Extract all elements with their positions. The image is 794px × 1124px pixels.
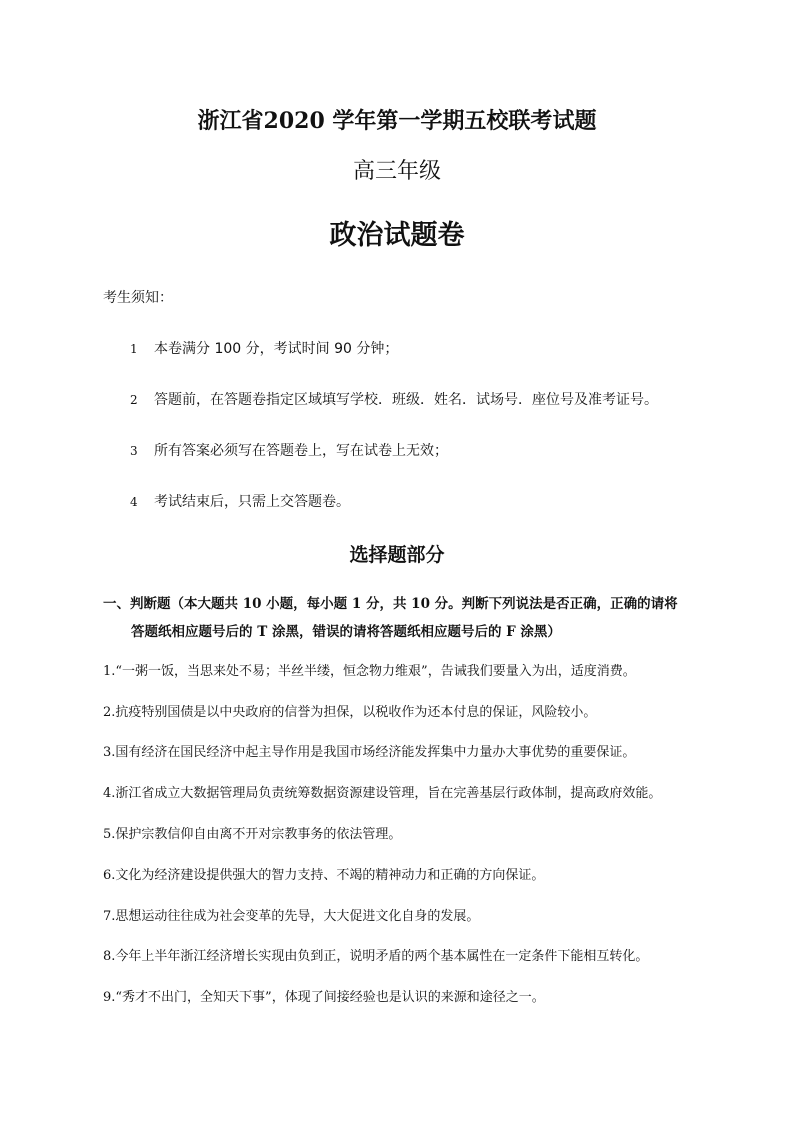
question-item: 7.思想运动往往成为社会变革的先导，大大促进文化自身的发展。 bbox=[103, 909, 480, 924]
exam-title: 浙江省2020 学年第一学期五校联考试题 bbox=[197, 108, 597, 134]
question-item: 4.浙江省成立大数据管理局负责统筹数据资源建设管理，旨在完善基层行政体制，提高政府效能。 bbox=[103, 786, 662, 801]
question-item: 9.“秀才不出门，全知天下事”，体现了间接经验也是认识的来源和途径之一。 bbox=[103, 990, 545, 1005]
notice-item-text: 考试结束后，只需上交答题卷。 bbox=[154, 494, 350, 510]
notice-item bbox=[130, 389, 658, 409]
question-item: 8.今年上半年浙江经济增长实现由负到正，说明矛盾的两个基本属性在一定条件下能相互转化。 bbox=[103, 949, 649, 964]
question-item: 1.“一粥一饭，当思来处不易；半丝半缕，恒念物力维艰”，告诫我们要量入为出，适度消费。 bbox=[103, 664, 636, 679]
notice-item-number: 4 bbox=[130, 495, 138, 509]
section-title: 选择题部分 bbox=[349, 544, 445, 566]
notice-item-number: 1 bbox=[130, 342, 138, 356]
notice-item bbox=[130, 338, 398, 358]
notice-item-number: 2 bbox=[130, 393, 138, 407]
notice-item bbox=[130, 440, 448, 460]
notice-item bbox=[130, 491, 350, 511]
notice-item-text: 所有答案必须写在答题卷上，写在试卷上无效； bbox=[154, 443, 448, 459]
notice-heading: 考生须知： bbox=[103, 290, 173, 306]
section-instruction-line2: 答题纸相应题号后的 T 涂黑，错误的请将答题纸相应题号后的 F 涂黑） bbox=[131, 624, 561, 640]
question-item: 3.国有经济在国民经济中起主导作用是我国市场经济能发挥集中力量办大事优势的重要保证。 bbox=[103, 745, 636, 760]
subject-title: 政治试题卷 bbox=[329, 220, 465, 251]
question-item: 2.抗疫特别国债是以中央政府的信誉为担保，以税收作为还本付息的保证，风险较小。 bbox=[103, 705, 597, 720]
notice-item-number: 3 bbox=[130, 444, 138, 458]
grade-title: 高三年级 bbox=[352, 159, 441, 184]
notice-item-text: 答题前，在答题卷指定区域填写学校．班级．姓名．试场号．座位号及准考证号。 bbox=[154, 392, 658, 408]
notice-item-text: 本卷满分 100 分，考试时间 90 分钟； bbox=[154, 341, 399, 357]
question-item: 6.文化为经济建设提供强大的智力支持、不竭的精神动力和正确的方向保证。 bbox=[103, 868, 545, 883]
question-item: 5.保护宗教信仰自由离不开对宗教事务的依法管理。 bbox=[103, 827, 402, 842]
section-instruction-line1: 一、判断题（本大题共 10 小题，每小题 1 分，共 10 分。判断下列说法是否正确，正确的请将 bbox=[103, 596, 678, 612]
